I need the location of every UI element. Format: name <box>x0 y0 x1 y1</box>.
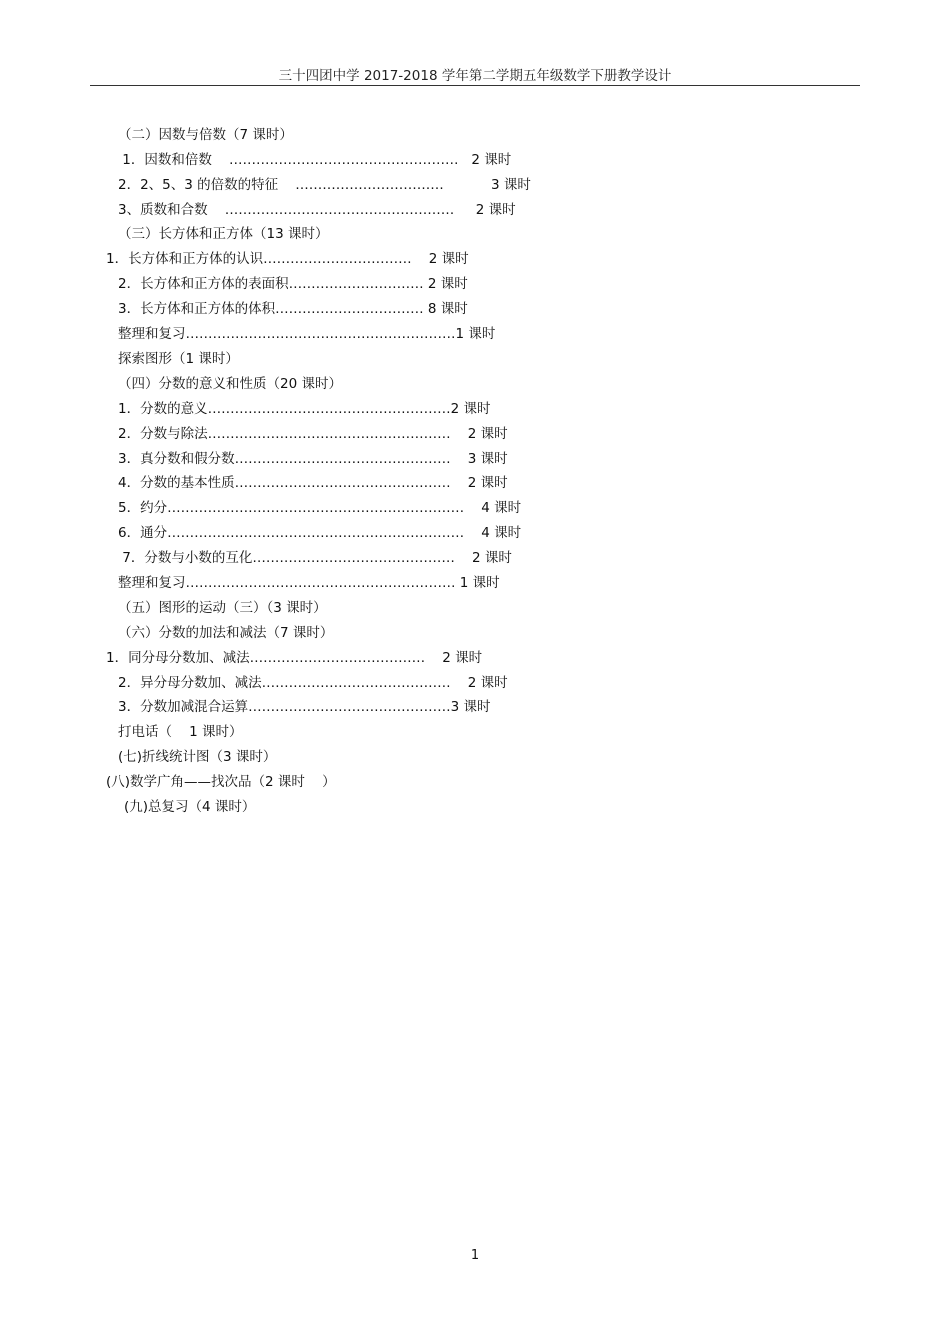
section-heading-motion: （五）图形的运动（三）（3 课时） <box>118 600 327 616</box>
list-item: 2．分数与除法……………………………………………… 2 课时 <box>118 426 508 442</box>
header-divider <box>90 85 860 86</box>
section-heading-fraction-add-sub: （六）分数的加法和减法（7 课时） <box>118 625 334 641</box>
list-item: 探索图形（1 课时） <box>118 351 239 367</box>
list-item: 整理和复习…………………………………………………… 1 课时 <box>118 575 500 591</box>
list-item: 7．分数与小数的互化……………………………………… 2 课时 <box>118 550 512 566</box>
list-item: 2．长方体和正方体的表面积………………………… 2 课时 <box>118 276 468 292</box>
list-item: 3．真分数和假分数………………………………………… 3 课时 <box>118 451 508 467</box>
list-item: 整理和复习……………………………………………………1 课时 <box>118 326 496 342</box>
list-item: 4．分数的基本性质………………………………………… 2 课时 <box>118 475 508 491</box>
list-item: 1．同分母分数加、减法………………………………… 2 课时 <box>106 650 483 666</box>
page-header-title: 三十四团中学 2017-2018 学年第二学期五年级数学下册教学设计 <box>278 68 672 84</box>
section-heading-review: (九)总复习（4 课时） <box>124 799 256 815</box>
list-item: 3．分数加减混合运算………………………………………3 课时 <box>118 699 491 715</box>
list-item: 2．异分母分数加、减法…………………………………… 2 课时 <box>118 675 508 691</box>
list-item: 3、质数和合数 …………………………………………… 2 课时 <box>118 202 516 218</box>
list-item: 2．2、5、3 的倍数的特征 …………………………… 3 课时 <box>118 177 531 193</box>
list-item: 6．通分………………………………………………………… 4 课时 <box>118 525 522 541</box>
section-heading-cuboid-cube: （三）长方体和正方体（13 课时） <box>118 226 329 242</box>
list-item: 1．因数和倍数 …………………………………………… 2 课时 <box>118 152 512 168</box>
section-heading-factors-multiples: （二）因数与倍数（7 课时） <box>118 127 293 143</box>
section-heading-math-wide-angle: (八)数学广角——找次品（2 课时 ） <box>106 774 336 790</box>
list-item: 1．长方体和正方体的认识…………………………… 2 课时 <box>106 251 469 267</box>
list-item: 3．长方体和正方体的体积…………………………… 8 课时 <box>118 301 468 317</box>
section-heading-line-chart: (七)折线统计图（3 课时） <box>118 749 277 765</box>
list-item: 5．约分………………………………………………………… 4 课时 <box>118 500 522 516</box>
list-item: 打电话（ 1 课时） <box>118 724 243 740</box>
page-number: 1 <box>470 1248 480 1263</box>
list-item: 1．分数的意义………………………………………………2 课时 <box>118 401 491 417</box>
section-heading-fractions: （四）分数的意义和性质（20 课时） <box>118 376 342 392</box>
